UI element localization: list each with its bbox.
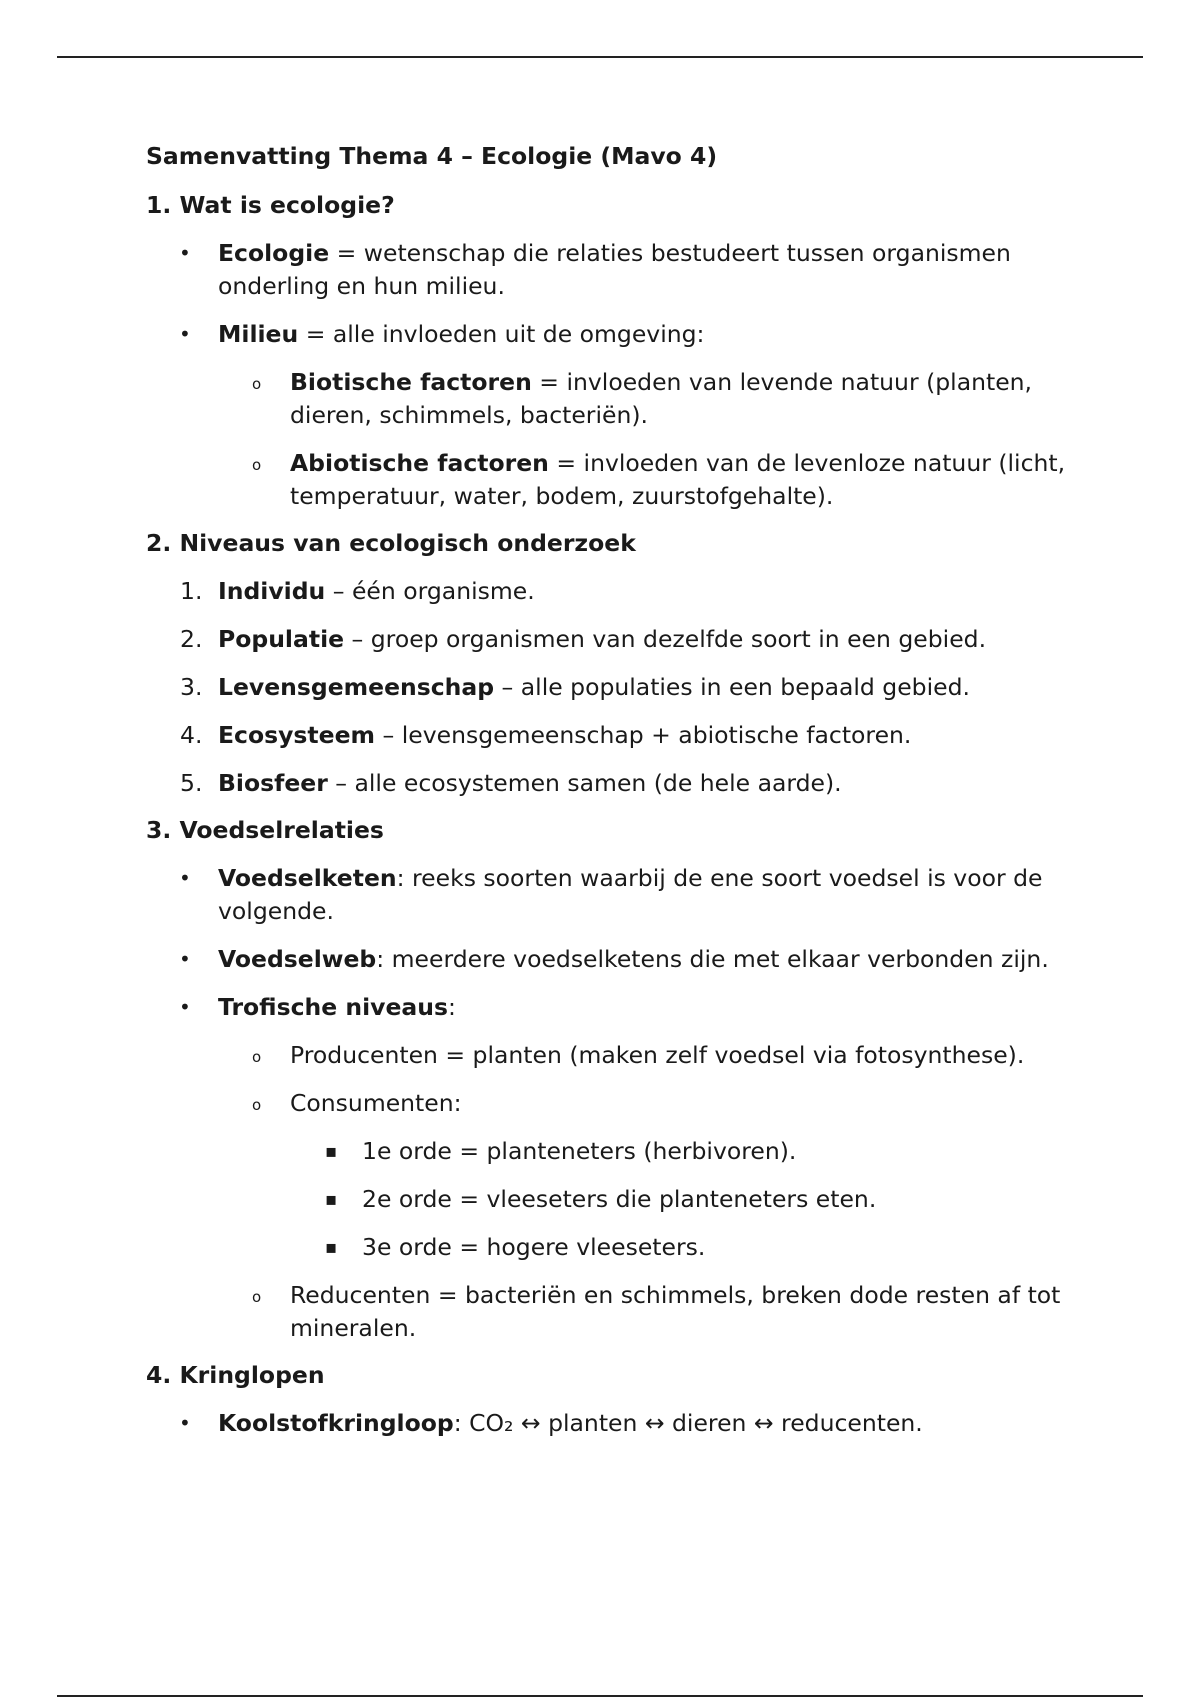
square-marker: ▪	[325, 1237, 338, 1258]
list-item-trofische-niveaus	[146, 991, 1086, 1345]
list-item-orde-3	[146, 1231, 1086, 1264]
number-marker: 2.	[180, 625, 203, 653]
term-milieu: Milieu	[218, 320, 299, 348]
list-item-voedselketen	[146, 862, 1086, 928]
text-populatie: – groep organismen van dezelfde soort in een gebied.	[344, 625, 987, 653]
top-rule	[57, 56, 1143, 58]
list-item-populatie	[146, 623, 1086, 656]
list-item-orde-1	[146, 1135, 1086, 1168]
milieu-sublist	[146, 366, 1086, 513]
bullet-marker: •	[179, 241, 191, 265]
term-trofische-niveaus: Trofische niveaus	[218, 993, 448, 1021]
list-item-biosfeer	[146, 767, 1086, 800]
text-ecosysteem: – levensgemeenschap + abiotische factoren.	[375, 721, 912, 749]
term-ecologie: Ecologie	[218, 239, 330, 267]
term-individu: Individu	[218, 577, 326, 605]
bullet-marker: •	[179, 1411, 191, 1435]
trofisch-sublist	[146, 1039, 1086, 1345]
list-item-orde-2	[146, 1183, 1086, 1216]
section-4-list	[146, 1407, 1086, 1440]
text-voedselweb: : meerdere voedselketens die met elkaar verbonden zijn.	[376, 945, 1049, 973]
list-item-koolstofkringloop	[146, 1407, 1086, 1440]
section-1-list	[146, 237, 1086, 513]
list-item-abiotisch	[146, 447, 1086, 513]
bottom-rule	[57, 1695, 1143, 1697]
bullet-marker: •	[179, 322, 191, 346]
circle-marker: o	[252, 1096, 262, 1114]
number-marker: 3.	[180, 673, 203, 701]
term-ecosysteem: Ecosysteem	[218, 721, 376, 749]
list-item-reducenten	[146, 1279, 1086, 1345]
section-3-list	[146, 862, 1086, 1345]
number-marker: 1.	[180, 577, 203, 605]
text-levensgemeenschap: – alle populaties in een bepaald gebied.	[494, 673, 970, 701]
text-milieu: = alle invloeden uit de omgeving:	[298, 320, 705, 348]
bullet-marker: •	[179, 947, 191, 971]
square-marker: ▪	[325, 1141, 338, 1162]
number-marker: 5.	[180, 769, 203, 797]
bullet-marker: •	[179, 995, 191, 1019]
text-abiotisch: = invloeden van de levenloze natuur (licht, temperatuur, water, bodem, zuurstofgehalte).	[290, 449, 1066, 510]
text-voedselketen: : reeks soorten waarbij de ene soort voedsel is voor de volgende.	[218, 864, 1043, 925]
text-orde-3: 3e orde = hogere vleeseters.	[362, 1233, 706, 1261]
circle-marker: o	[252, 375, 262, 393]
term-voedselweb: Voedselweb	[218, 945, 377, 973]
circle-marker: o	[252, 1048, 262, 1066]
term-koolstofkringloop: Koolstofkringloop	[218, 1409, 454, 1437]
consumenten-sublist	[146, 1135, 1086, 1264]
term-voedselketen: Voedselketen	[218, 864, 397, 892]
text-reducenten: Reducenten = bacteriën en schimmels, breken dode resten af tot mineralen.	[290, 1281, 1061, 1342]
list-item-producenten	[146, 1039, 1086, 1072]
document-title: Samenvatting Thema 4 – Ecologie (Mavo 4)	[146, 142, 718, 170]
text-orde-2: 2e orde = vleeseters die planteneters eten.	[362, 1185, 877, 1213]
list-item-individu	[146, 575, 1086, 608]
text-biotisch: = invloeden van levende natuur (planten, dieren, schimmels, bacteriën).	[290, 368, 1033, 429]
list-item-ecosysteem	[146, 719, 1086, 752]
circle-marker: o	[252, 1288, 262, 1306]
list-item-voedselweb	[146, 943, 1086, 976]
list-item-milieu	[146, 318, 1086, 513]
text-biosfeer: – alle ecosystemen samen (de hele aarde).	[327, 769, 842, 797]
text-ecologie: = wetenschap die relaties bestudeert tussen organismen onderling en hun milieu.	[218, 239, 1011, 300]
term-abiotisch: Abiotische factoren	[290, 449, 549, 477]
circle-marker: o	[252, 456, 262, 474]
document-body	[146, 140, 1086, 1455]
section-title-1: 1. Wat is ecologie?	[146, 191, 395, 219]
term-populatie: Populatie	[218, 625, 345, 653]
list-item-biotisch	[146, 366, 1086, 432]
term-levensgemeenschap: Levensgemeenschap	[218, 673, 495, 701]
list-item-levensgemeenschap	[146, 671, 1086, 704]
section-title-3: 3. Voedselrelaties	[146, 816, 384, 844]
section-2-list	[146, 575, 1086, 800]
text-consumenten: Consumenten:	[290, 1089, 462, 1117]
term-biotisch: Biotische factoren	[290, 368, 532, 396]
text-trofische-niveaus: :	[448, 993, 456, 1021]
text-orde-1: 1e orde = planteneters (herbivoren).	[362, 1137, 797, 1165]
section-title-2: 2. Niveaus van ecologisch onderzoek	[146, 529, 636, 557]
list-item-consumenten	[146, 1087, 1086, 1264]
list-item-ecologie	[146, 237, 1086, 303]
text-producenten: Producenten = planten (maken zelf voedsel via fotosynthese).	[290, 1041, 1025, 1069]
number-marker: 4.	[180, 721, 203, 749]
bullet-marker: •	[179, 866, 191, 890]
section-title-4: 4. Kringlopen	[146, 1361, 325, 1389]
text-individu: – één organisme.	[325, 577, 535, 605]
term-biosfeer: Biosfeer	[218, 769, 328, 797]
text-koolstofkringloop: : CO₂ ↔ planten ↔ dieren ↔ reducenten.	[453, 1409, 923, 1437]
square-marker: ▪	[325, 1189, 338, 1210]
